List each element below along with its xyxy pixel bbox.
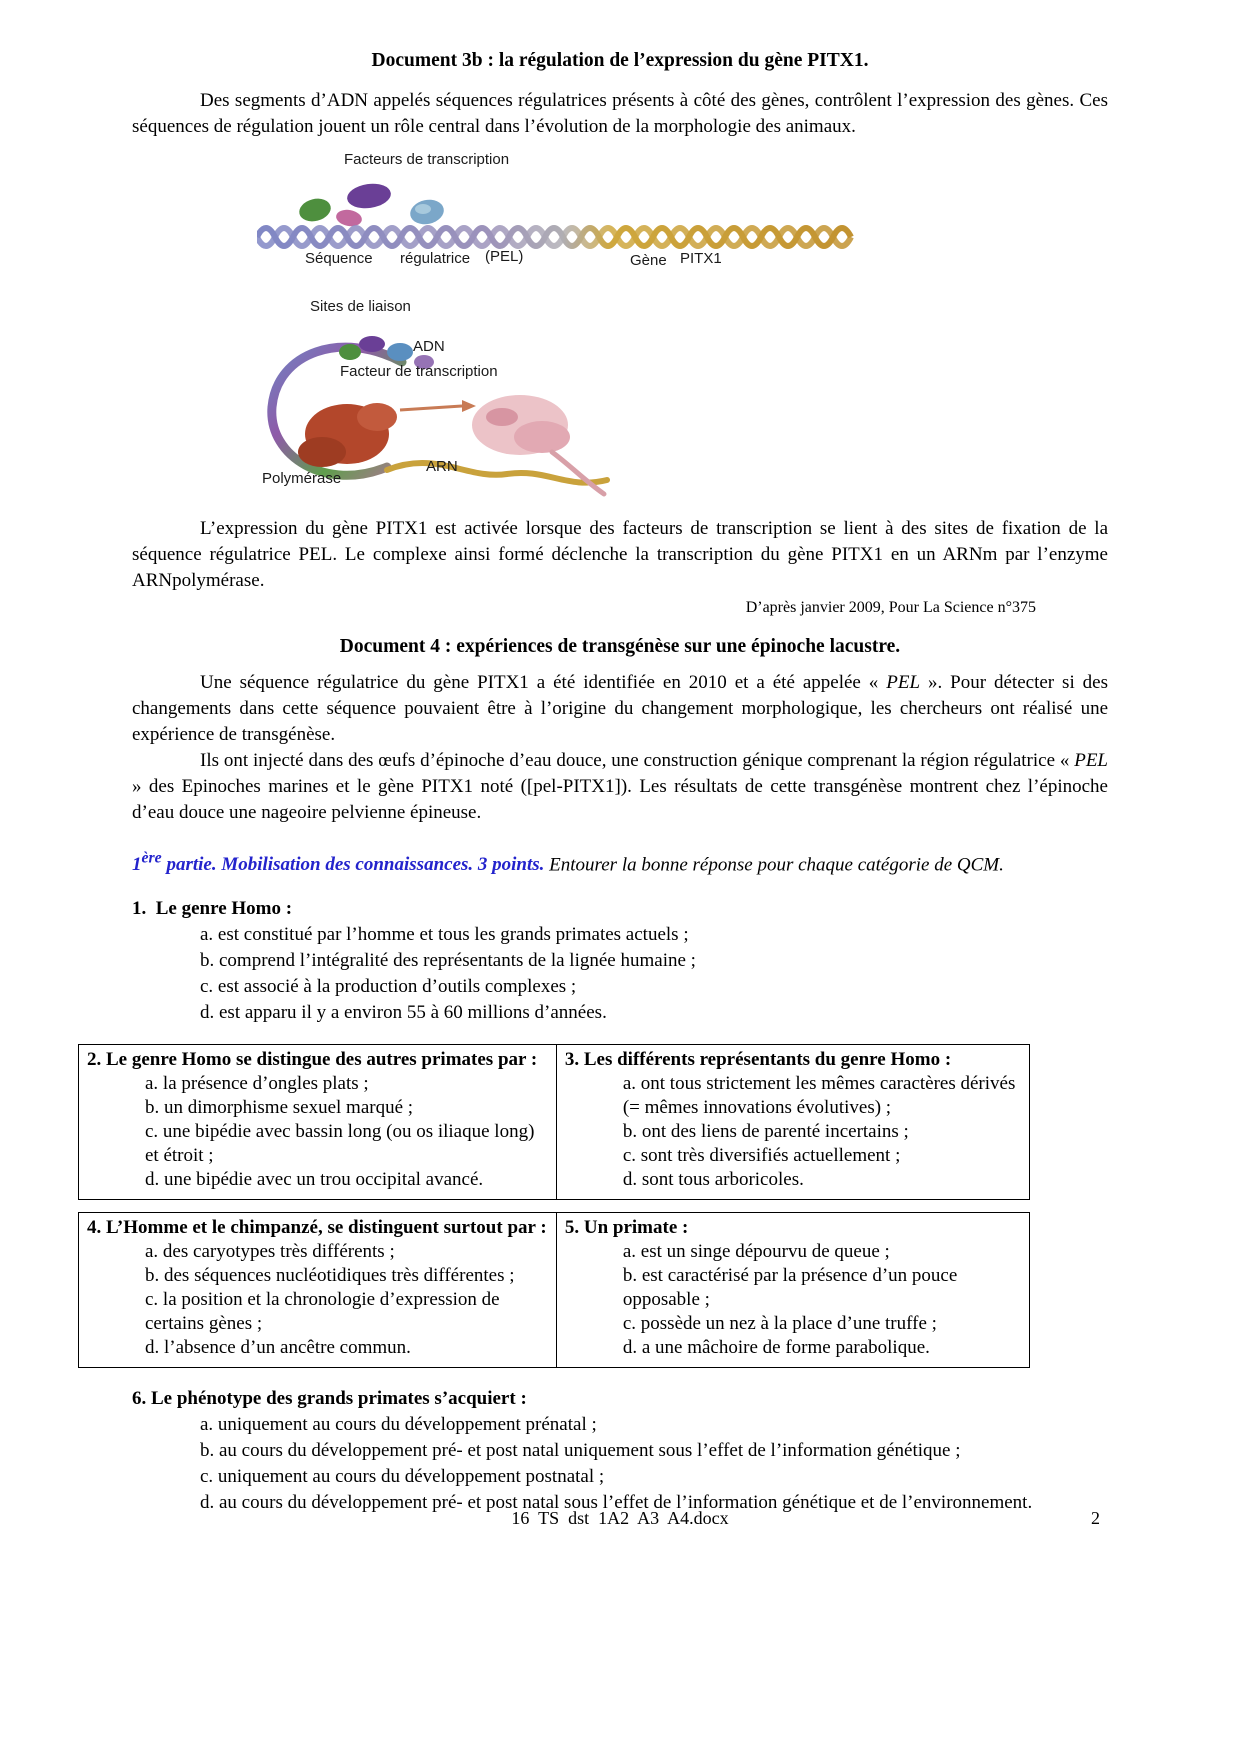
qcm-q6-option-c: c. uniquement au cours du développement postnatal ; <box>200 1466 605 1488</box>
figure-label-sequence: Séquence <box>305 250 373 267</box>
qcm-question-3-title: 3. Les différents représentants du genre Homo : <box>564 1049 952 1071</box>
qcm-q1-option-a: a. est constitué par l’homme et tous les grands primates actuels ; <box>200 924 689 946</box>
qcm-question-4-title: 4. L’Homme et le chimpanzé, se distinguent surtout par : <box>87 1217 547 1239</box>
qcm-question-5-title: 5. Un primate : <box>564 1217 689 1239</box>
qcm-question-4 <box>79 1213 557 1367</box>
footer-page-number: 2 <box>1091 1508 1100 1528</box>
figure-label-pitx1: PITX1 <box>680 250 722 267</box>
qcm-q2-option-a: a. la présence d’ongles plats ; <box>145 1073 369 1095</box>
qcm-q4-option-a: a. des caryotypes très différents ; <box>145 1241 395 1263</box>
transcription-factor-blobs <box>297 181 446 228</box>
qcm-table-q2-q3 <box>78 1044 1030 1200</box>
qcm-q4-option-b: b. des séquences nucléotidiques très différentes ; <box>145 1265 515 1287</box>
qcm-question-2-title: 2. Le genre Homo se distingue des autres primates par : <box>87 1049 538 1071</box>
qcm-q3-option-b: b. ont des liens de parenté incertains ; <box>622 1121 909 1143</box>
part1-heading-blue: 1ère partie. Mobilisation des connaissances. 3 points. <box>132 850 545 876</box>
document-4-title: Document 4 : expériences de transgénèse sur une épinoche lacustre. <box>339 636 901 657</box>
doc3b-caption-paragraph: L’expression du gène PITX1 est activée lorsque des facteurs de transcription se lient à des sites de fixation de la séquence régulatrice PEL. Le complexe ainsi formé déclenche la transcription du gène PITX1 en un ARNm par l’enzyme ARNpolymérase. <box>132 518 1108 591</box>
qcm-q5-option-d: d. a une mâchoire de forme parabolique. <box>622 1337 930 1359</box>
doc4-paragraph-1 <box>132 670 1108 748</box>
polymerase-blob <box>298 403 397 467</box>
qcm-question-5 <box>557 1213 1029 1367</box>
gene-regulation-figure <box>132 148 1108 504</box>
qcm-q2-option-c: c. une bipédie avec bassin long (ou os iliaque long) et étroit ; <box>145 1121 535 1167</box>
doc4-p1-text: Une séquence régulatrice du gène PITX1 a été identifiée en 2010 et a été appelée « <box>200 672 887 693</box>
figure-label-adn: ADN <box>413 338 445 355</box>
figure-label-regulatrice: régulatrice <box>400 250 471 267</box>
part1-instruction: Entourer la bonne réponse pour chaque catégorie de QCM. <box>549 854 1004 876</box>
qcm-q1-option-d: d. est apparu il y a environ 55 à 60 millions d’années. <box>200 1002 607 1024</box>
qcm-q6-option-a: a. uniquement au cours du développement prénatal ; <box>200 1414 597 1436</box>
doc4-p2-pel: PEL <box>1074 750 1108 771</box>
qcm-q5-option-c: c. possède un nez à la place d’une truffe ; <box>622 1313 937 1335</box>
figure-label-arn: ARN <box>426 458 458 475</box>
figure-label-transcription-factor: Facteur de transcription <box>340 363 498 380</box>
qcm-q3-option-a: a. ont tous strictement les mêmes caractères dérivés (= mêmes innovations évolutives) ; <box>622 1073 1016 1119</box>
qcm-question-1-title: 1. Le genre Homo : <box>132 898 293 920</box>
qcm-q4-option-c: c. la position et la chronologie d’expression de certains gènes ; <box>145 1289 500 1335</box>
qcm-q2-option-d: d. une bipédie avec un trou occipital avancé. <box>145 1169 484 1191</box>
dna-helix-illustration <box>257 172 867 257</box>
figure-label-polymerase: Polymérase <box>262 470 342 487</box>
figure-label-gene: Gène <box>630 252 667 269</box>
page-footer <box>132 1506 1108 1530</box>
qcm-q5-option-a: a. est un singe dépourvu de queue ; <box>622 1241 890 1263</box>
arn-strand <box>552 452 604 494</box>
qcm-q6-option-b: b. au cours du développement pré- et post natal uniquement sous l’effet de l’information génétique ; <box>200 1440 961 1462</box>
qcm-question-2 <box>79 1045 557 1199</box>
footer-filename: 16 TS dst 1A2 A3 A4.docx <box>511 1508 729 1528</box>
figure-label-pel: (PEL) <box>485 248 524 265</box>
doc4-paragraph-2 <box>132 748 1108 826</box>
qcm-question-1 <box>132 896 1108 1026</box>
qcm-q2-option-b: b. un dimorphisme sexuel marqué ; <box>145 1097 414 1119</box>
document-3b-title: Document 3b : la régulation de l’expression du gène PITX1. <box>371 50 869 71</box>
arn-complex-blob <box>472 395 570 455</box>
qcm-question-6-title: 6. Le phénotype des grands primates s’acquiert : <box>132 1388 527 1410</box>
qcm-table-q4-q5 <box>78 1212 1030 1368</box>
qcm-q6-option-d: d. au cours du développement pré- et post natal sous l’effet de l’information génétique et de l’environnement. <box>200 1492 1033 1514</box>
figure-label-transcription-factors: Facteurs de transcription <box>344 151 510 168</box>
qcm-q5-option-b: b. est caractérisé par la présence d’un pouce opposable ; <box>622 1265 958 1311</box>
qcm-q3-option-c: c. sont très diversifiés actuellement ; <box>622 1145 901 1167</box>
qcm-question-3 <box>557 1045 1029 1199</box>
qcm-q1-option-b: b. comprend l’intégralité des représentants de la lignée humaine ; <box>200 950 696 972</box>
doc4-p2-text-after: » des Epinoches marines et le gène PITX1 noté ([pel-PITX1]). Les résultats de cette transgénèse montrent chez l’épinoche d’eau douce une nageoire pelvienne épineuse. <box>132 776 1108 823</box>
qcm-question-6 <box>132 1386 1108 1516</box>
doc4-p1-pel: PEL <box>886 672 921 693</box>
doc3b-intro-paragraph: Des segments d’ADN appelés séquences régulatrices présents à côté des gènes, contrôlent l’expression des gènes. Ces séquences de régulation jouent un rôle central dans l’évolution de la morphologie des animaux. <box>132 90 1108 137</box>
transcription-arrow <box>400 400 476 412</box>
doc4-p1-text-after: ». Pour détecter si des changements dans cette séquence pouvaient être à l’origine du changement morphologique, les chercheurs ont réalisé une expérience de transgénèse. <box>132 672 1108 745</box>
source-attribution: D’après janvier 2009, Pour La Science n°375 <box>745 599 1036 616</box>
part1-heading <box>132 846 1108 878</box>
figure-label-binding-sites: Sites de liaison <box>310 298 411 315</box>
qcm-q1-option-c: c. est associé à la production d’outils complexes ; <box>200 976 577 998</box>
qcm-q3-option-d: d. sont tous arboricoles. <box>622 1169 804 1191</box>
qcm-q4-option-d: d. l’absence d’un ancêtre commun. <box>145 1337 411 1359</box>
doc4-p2-text: Ils ont injecté dans des œufs d’épinoche d’eau douce, une construction génique comprenant la région régulatrice « <box>200 750 1075 771</box>
